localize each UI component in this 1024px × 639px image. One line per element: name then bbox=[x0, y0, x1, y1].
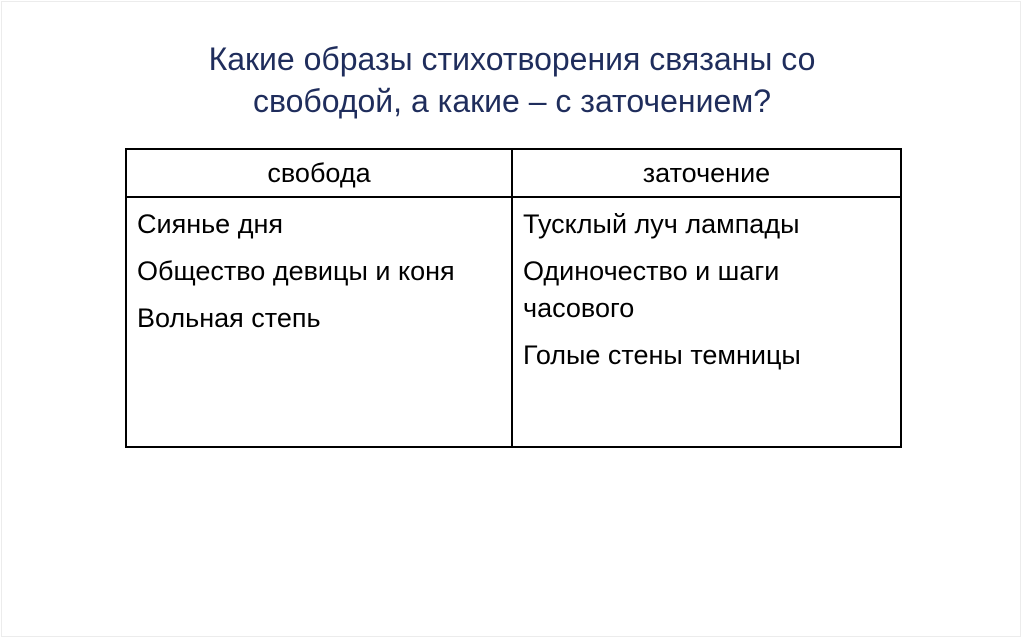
captivity-item: Одиночество и шаги часового bbox=[523, 256, 780, 323]
freedom-cell bbox=[126, 197, 512, 447]
freedom-item: Вольная степь bbox=[137, 303, 321, 333]
table-header-row bbox=[126, 149, 901, 197]
slide-title bbox=[80, 38, 944, 122]
captivity-item: Тусклый луч лампады bbox=[523, 209, 800, 239]
comparison-table bbox=[125, 148, 902, 448]
captivity-cell bbox=[512, 197, 901, 447]
freedom-item: Общество девицы и коня bbox=[137, 256, 455, 286]
title-line-1: Какие образы стихотворения связаны со bbox=[208, 41, 816, 77]
captivity-item: Голые стены темницы bbox=[523, 340, 801, 370]
table-row bbox=[126, 197, 901, 447]
header-freedom: свобода bbox=[126, 149, 512, 197]
header-captivity: заточение bbox=[512, 149, 901, 197]
title-line-2: свободой, а какие – с заточением? bbox=[252, 83, 772, 119]
freedom-item: Сиянье дня bbox=[137, 209, 283, 239]
